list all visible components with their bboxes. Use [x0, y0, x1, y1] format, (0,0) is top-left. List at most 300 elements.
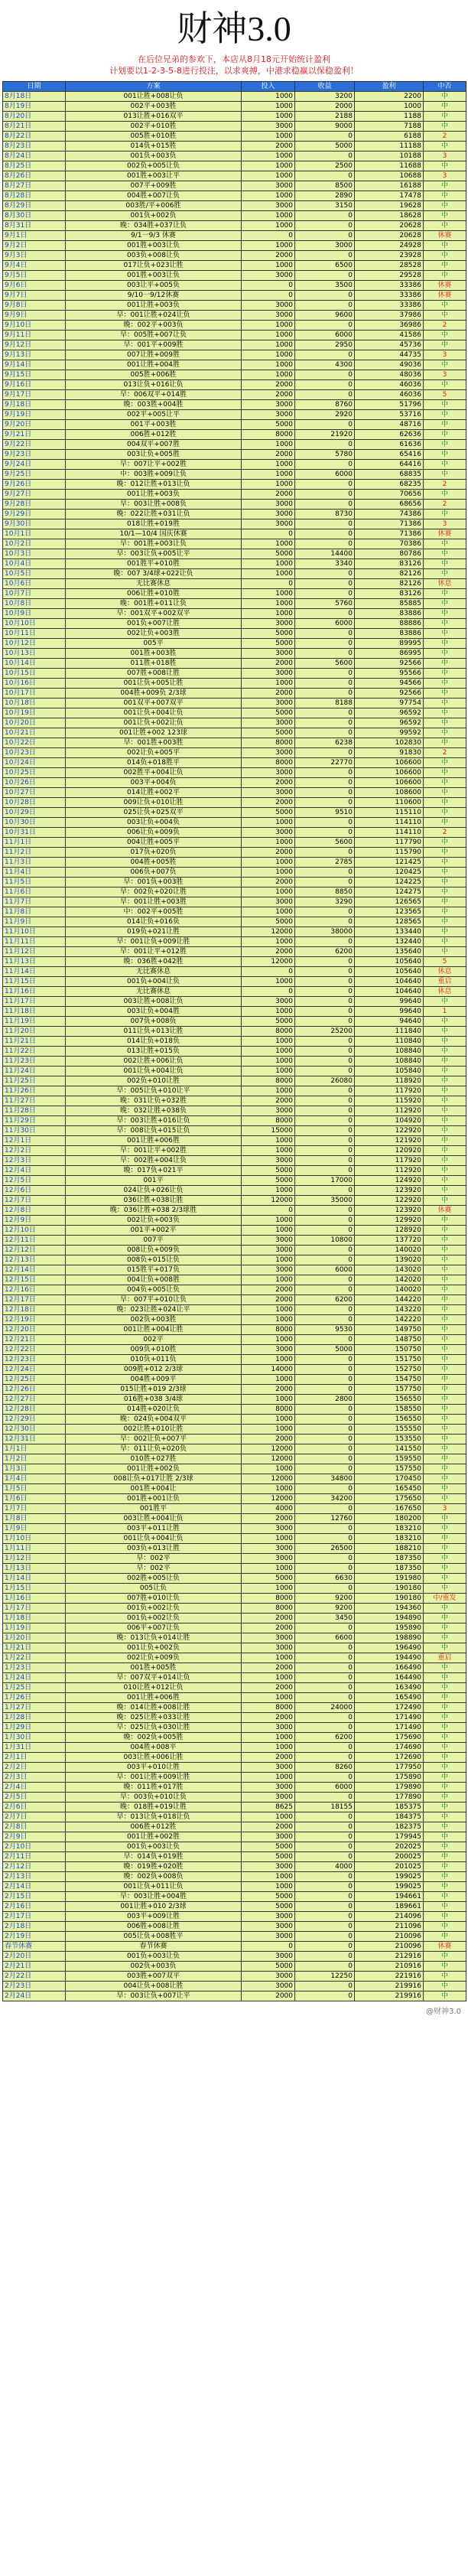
return-cell: 0	[295, 480, 355, 490]
table-row	[3, 589, 466, 599]
result-cell: 中	[424, 1763, 466, 1773]
result-cell: 休息	[424, 579, 466, 589]
result-cell: 中	[424, 1017, 466, 1027]
stake-cell: 1000	[242, 1882, 295, 1892]
plan-cell: 017让负+023让胜	[66, 261, 242, 271]
plan-cell: 001让胜+004胜	[66, 360, 242, 370]
return-cell: 6600	[295, 1633, 355, 1643]
result-cell: 中	[424, 858, 466, 868]
plan-cell: 早：003让胜+016让负	[66, 1116, 242, 1126]
table-row	[3, 1594, 466, 1604]
profit-cell: 71386	[355, 529, 424, 539]
result-cell: 中	[424, 718, 466, 728]
result-cell: 中	[424, 1186, 466, 1196]
date-cell: 2月14日	[3, 1882, 66, 1892]
return-cell: 0	[295, 997, 355, 1007]
plan-cell: 002让负+005平	[66, 748, 242, 758]
stake-cell: 0	[242, 1942, 295, 1952]
profit-cell: 194890	[355, 1614, 424, 1623]
stake-cell: 2000	[242, 251, 295, 261]
date-cell: 11月30日	[3, 1126, 66, 1136]
stake-cell: 2000	[242, 798, 295, 808]
plan-cell: 002让胜+010让胜	[66, 1425, 242, 1435]
plan-cell: 006胜+012胜	[66, 430, 242, 440]
stake-cell: 8000	[242, 1027, 295, 1037]
plan-cell: 早：003让胜+008负	[66, 500, 242, 510]
stake-cell: 3000	[242, 271, 295, 281]
profit-cell: 143220	[355, 1305, 424, 1315]
table-row	[3, 758, 466, 768]
plan-cell: 早：003让负+007让平	[66, 1991, 242, 2001]
table-row	[3, 1972, 466, 1982]
date-cell: 1月7日	[3, 1504, 66, 1514]
stake-cell: 1000	[242, 161, 295, 171]
date-cell: 1月24日	[3, 1673, 66, 1683]
stake-cell: 2000	[242, 1683, 295, 1693]
stake-cell: 3000	[242, 1952, 295, 1962]
plan-cell: 中：003胜+009让负	[66, 470, 242, 480]
plan-cell: 早：003让胜+004胜	[66, 1892, 242, 1902]
plan-cell: 001负+004让负	[66, 977, 242, 987]
profit-cell: 111840	[355, 1027, 424, 1037]
result-cell: 中	[424, 261, 466, 271]
spreadsheet	[2, 0, 466, 2019]
result-cell: 中	[424, 211, 466, 221]
return-cell: 0	[295, 529, 355, 539]
profit-cell: 171490	[355, 1713, 424, 1723]
profit-cell: 117790	[355, 838, 424, 848]
return-cell: 6200	[295, 1295, 355, 1305]
table-row	[3, 569, 466, 579]
stake-cell: 2000	[242, 1753, 295, 1763]
profit-cell: 191980	[355, 1574, 424, 1584]
stake-cell: 3000	[242, 1793, 295, 1803]
table-row	[3, 1037, 466, 1047]
table-row	[3, 1892, 466, 1902]
return-cell: 0	[295, 1743, 355, 1753]
profit-cell: 199025	[355, 1882, 424, 1892]
plan-cell: 早：025让负+030让胜	[66, 1723, 242, 1733]
stake-cell: 1000	[242, 112, 295, 122]
table-row	[3, 1494, 466, 1504]
profit-cell: 177890	[355, 1793, 424, 1803]
result-cell: 中	[424, 848, 466, 858]
profit-cell: 144220	[355, 1295, 424, 1305]
return-cell: 0	[295, 579, 355, 589]
result-cell: 重启	[424, 1653, 466, 1663]
date-cell: 12月21日	[3, 1335, 66, 1345]
result-cell: 中	[424, 629, 466, 639]
table-row	[3, 1673, 466, 1683]
date-cell: 9月6日	[3, 281, 66, 291]
table-row	[3, 669, 466, 679]
table-row	[3, 977, 466, 987]
profit-cell: 110840	[355, 1037, 424, 1047]
stake-cell: 1000	[242, 261, 295, 271]
stake-cell: 3000	[242, 1265, 295, 1275]
date-cell: 2月15日	[3, 1892, 66, 1902]
result-cell: 中	[424, 1385, 466, 1395]
table-body	[3, 92, 466, 2001]
profit-cell: 2200	[355, 92, 424, 102]
result-cell: 中	[424, 1116, 466, 1126]
profit-cell: 123565	[355, 907, 424, 917]
date-cell: 12月11日	[3, 1236, 66, 1246]
plan-cell: 001让负+002让负	[66, 718, 242, 728]
date-cell: 2月16日	[3, 1902, 66, 1912]
table-row	[3, 1703, 466, 1713]
result-cell: 中	[424, 788, 466, 798]
date-cell: 10月11日	[3, 629, 66, 639]
stake-cell: 1000	[242, 858, 295, 868]
date-cell: 12月8日	[3, 1206, 66, 1216]
result-cell: 休赛	[424, 1206, 466, 1216]
stake-cell: 8000	[242, 1703, 295, 1713]
profit-cell: 159550	[355, 1454, 424, 1464]
result-cell: 中	[424, 1514, 466, 1524]
stake-cell: 1000	[242, 1355, 295, 1365]
result-cell: 中	[424, 1325, 466, 1335]
profit-cell: 82126	[355, 579, 424, 589]
result-cell: 2	[424, 828, 466, 838]
table-row	[3, 659, 466, 669]
table-row	[3, 1196, 466, 1206]
profit-cell: 199025	[355, 1872, 424, 1882]
table-row	[3, 529, 466, 539]
table-row	[3, 718, 466, 728]
stake-cell: 0	[242, 291, 295, 301]
return-cell: 0	[295, 1355, 355, 1365]
result-cell: 中	[424, 1554, 466, 1564]
profit-cell: 106600	[355, 768, 424, 778]
stake-cell: 1000	[242, 102, 295, 112]
table-row	[3, 738, 466, 748]
stake-cell: 2000	[242, 1285, 295, 1295]
plan-cell: 早：001让平+002胜	[66, 1146, 242, 1156]
result-cell: 中	[424, 1355, 466, 1365]
date-cell: 10月14日	[3, 659, 66, 669]
stake-cell: 3000	[242, 1922, 295, 1932]
plan-cell: 001让负+004让负	[66, 1067, 242, 1076]
return-cell: 0	[295, 1126, 355, 1136]
table-row	[3, 887, 466, 897]
table-row	[3, 1047, 466, 1057]
profit-cell: 99640	[355, 1007, 424, 1017]
profit-cell: 184375	[355, 1812, 424, 1822]
table-row	[3, 231, 466, 241]
profit-cell: 114110	[355, 828, 424, 838]
return-cell: 3000	[295, 241, 355, 251]
stake-cell: 2000	[242, 1713, 295, 1723]
profit-cell: 17478	[355, 191, 424, 201]
plan-cell: 早：007平+010让负	[66, 1295, 242, 1305]
plan-cell: 早：013让负+018让负	[66, 1812, 242, 1822]
profit-cell: 156550	[355, 1415, 424, 1425]
date-cell: 12月18日	[3, 1305, 66, 1315]
result-cell: 中	[424, 1255, 466, 1265]
return-cell: 0	[295, 937, 355, 947]
date-cell: 2月4日	[3, 1783, 66, 1793]
stake-cell: 12000	[242, 1454, 295, 1464]
result-cell: 中	[424, 639, 466, 649]
profit-cell: 92566	[355, 659, 424, 669]
return-cell: 0	[295, 1753, 355, 1763]
profit-cell: 33386	[355, 301, 424, 311]
stake-cell: 2000	[242, 1623, 295, 1633]
date-cell: 11月18日	[3, 1007, 66, 1017]
stake-cell: 1000	[242, 171, 295, 181]
return-cell: 5760	[295, 599, 355, 609]
profit-cell: 174690	[355, 1743, 424, 1753]
return-cell: 0	[295, 1365, 355, 1375]
date-cell: 9月17日	[3, 390, 66, 400]
plan-cell: 早：007双平+014让负	[66, 1673, 242, 1683]
profit-cell: 46036	[355, 390, 424, 400]
date-cell: 10月30日	[3, 818, 66, 828]
return-cell: 0	[295, 848, 355, 858]
table-row	[3, 490, 466, 500]
profit-cell: 167650	[355, 1504, 424, 1514]
profit-cell: 83126	[355, 589, 424, 599]
return-cell: 0	[295, 370, 355, 380]
stake-cell: 2000	[242, 450, 295, 460]
table-row	[3, 987, 466, 997]
profit-cell: 175890	[355, 1773, 424, 1783]
plan-cell: 晚：002平+003负	[66, 321, 242, 331]
stake-cell: 0	[242, 281, 295, 291]
table-row	[3, 1942, 466, 1952]
stake-cell: 3000	[242, 181, 295, 191]
stake-cell: 8625	[242, 1803, 295, 1812]
return-cell: 0	[295, 828, 355, 838]
date-cell: 12月4日	[3, 1166, 66, 1176]
result-cell: 中	[424, 1633, 466, 1643]
return-cell: 6000	[295, 1783, 355, 1793]
table-row	[3, 519, 466, 529]
plan-cell: 早：007让平+002胜	[66, 460, 242, 470]
plan-cell: 004双平+007胜	[66, 440, 242, 450]
return-cell: 22770	[295, 758, 355, 768]
stake-cell: 1000	[242, 887, 295, 897]
stake-cell: 1000	[242, 1534, 295, 1544]
plan-cell: 早：005让负+010让平	[66, 1086, 242, 1096]
result-cell: 中	[424, 1564, 466, 1574]
return-cell: 0	[295, 1534, 355, 1544]
result-cell: 中	[424, 738, 466, 748]
date-cell: 11月23日	[3, 1057, 66, 1067]
profit-cell: 37986	[355, 311, 424, 321]
table-row	[3, 151, 466, 161]
date-cell: 12月22日	[3, 1345, 66, 1355]
table-row	[3, 818, 466, 828]
profit-cell: 117920	[355, 1156, 424, 1166]
return-cell: 2000	[295, 102, 355, 112]
table-row	[3, 321, 466, 331]
date-cell: 1月21日	[3, 1643, 66, 1653]
plan-cell: 004胜+008平	[66, 1743, 242, 1753]
stake-cell: 1000	[242, 1733, 295, 1743]
stake-cell: 8000	[242, 1604, 295, 1614]
stake-cell: 3000	[242, 768, 295, 778]
result-cell: 2	[424, 321, 466, 331]
result-cell: 中	[424, 1106, 466, 1116]
table-row	[3, 291, 466, 301]
profit-cell: 120425	[355, 868, 424, 878]
stake-cell: 1000	[242, 1216, 295, 1226]
plan-cell: 014负+015胜	[66, 142, 242, 151]
date-cell: 12月23日	[3, 1355, 66, 1365]
result-cell: 中	[424, 1126, 466, 1136]
profit-cell: 122920	[355, 1126, 424, 1136]
result-cell: 中	[424, 251, 466, 261]
table-row	[3, 161, 466, 171]
plan-cell: 晚：022让胜+031让负	[66, 510, 242, 519]
plan-cell: 早：014负+019胜	[66, 1852, 242, 1862]
plan-cell: 晚：024负+004双平	[66, 1415, 242, 1425]
date-cell: 8月31日	[3, 221, 66, 231]
table-row	[3, 1086, 466, 1096]
return-cell: 0	[295, 1385, 355, 1395]
profit-cell: 104920	[355, 1116, 424, 1126]
table-row	[3, 768, 466, 778]
plan-cell: 014负+018胜平	[66, 758, 242, 768]
plan-cell: 晚：001胜+011让负	[66, 599, 242, 609]
return-cell: 0	[295, 1713, 355, 1723]
profit-cell: 48716	[355, 420, 424, 430]
table-row	[3, 1783, 466, 1793]
profit-cell: 20628	[355, 231, 424, 241]
return-cell: 0	[295, 1952, 355, 1962]
plan-cell: 早：001胜+003胜	[66, 738, 242, 748]
stake-cell: 3000	[242, 1783, 295, 1793]
profit-cell: 142220	[355, 1315, 424, 1325]
return-cell: 18155	[295, 1803, 355, 1812]
plan-cell: 早：002平	[66, 1554, 242, 1564]
profit-cell: 187350	[355, 1554, 424, 1564]
stake-cell: 2000	[242, 490, 295, 500]
date-cell: 1月11日	[3, 1544, 66, 1554]
profit-cell: 187350	[355, 1564, 424, 1574]
plan-cell: 019负+021让胜	[66, 927, 242, 937]
column-header-result: 中否	[424, 82, 466, 92]
return-cell: 8760	[295, 400, 355, 410]
return-cell: 2785	[295, 858, 355, 868]
plan-cell: 早：001让胜+009让胜	[66, 1773, 242, 1783]
table-row	[3, 470, 466, 480]
stake-cell: 1000	[242, 221, 295, 231]
date-cell: 2月1日	[3, 1753, 66, 1763]
profit-cell: 68235	[355, 480, 424, 490]
plan-cell: 早：002胜+004让负	[66, 1156, 242, 1166]
return-cell: 8850	[295, 887, 355, 897]
return-cell: 0	[295, 1902, 355, 1912]
profit-cell: 48036	[355, 370, 424, 380]
profit-cell: 124275	[355, 887, 424, 897]
plan-cell: 003胜/平+006胜	[66, 201, 242, 211]
result-cell: 中	[424, 947, 466, 957]
profit-cell: 122920	[355, 1196, 424, 1206]
stake-cell: 3000	[242, 1982, 295, 1991]
date-cell: 1月13日	[3, 1564, 66, 1574]
profit-cell: 6188	[355, 132, 424, 142]
table-row	[3, 599, 466, 609]
stake-cell: 1000	[242, 569, 295, 579]
result-cell: 中	[424, 1425, 466, 1435]
plan-cell: 晚：017负+021平	[66, 1166, 242, 1176]
result-cell: 中	[424, 1236, 466, 1246]
date-cell: 11月7日	[3, 897, 66, 907]
stake-cell: 8000	[242, 1594, 295, 1604]
date-cell: 10月28日	[3, 798, 66, 808]
return-cell: 0	[295, 629, 355, 639]
result-cell: 中	[424, 549, 466, 559]
result-cell: 中	[424, 997, 466, 1007]
date-cell: 12月25日	[3, 1375, 66, 1385]
return-cell: 0	[295, 1623, 355, 1633]
profit-cell: 71386	[355, 519, 424, 529]
profit-cell: 74386	[355, 510, 424, 519]
table-row	[3, 1126, 466, 1136]
stake-cell: 1000	[242, 1047, 295, 1057]
stake-cell: 1000	[242, 539, 295, 549]
profit-cell: 132440	[355, 937, 424, 947]
profit-cell: 105640	[355, 957, 424, 967]
plan-cell: 007胜+010让负	[66, 1594, 242, 1604]
profit-cell: 183210	[355, 1534, 424, 1544]
profit-cell: 97754	[355, 699, 424, 708]
stake-cell: 1000	[242, 1395, 295, 1405]
table-row	[3, 1912, 466, 1922]
plan-cell: 004让胜+005平	[66, 838, 242, 848]
date-cell: 9月9日	[3, 311, 66, 321]
profit-cell: 172690	[355, 1753, 424, 1763]
date-cell: 2月13日	[3, 1872, 66, 1882]
profit-cell: 210916	[355, 1962, 424, 1972]
date-cell: 8月27日	[3, 181, 66, 191]
result-cell: 中	[424, 887, 466, 897]
stake-cell: 2000	[242, 689, 295, 699]
result-cell: 中	[424, 241, 466, 251]
table-row	[3, 1255, 466, 1265]
stake-cell: 3000	[242, 510, 295, 519]
result-cell: 2	[424, 132, 466, 142]
table-row	[3, 370, 466, 380]
date-cell: 8月19日	[3, 102, 66, 112]
plan-cell: 003让负+004负	[66, 818, 242, 828]
date-cell: 8月25日	[3, 161, 66, 171]
table-row	[3, 1633, 466, 1643]
result-cell: 中	[424, 201, 466, 211]
return-cell: 3450	[295, 1614, 355, 1623]
plan-cell: 001负+002让负	[66, 1604, 242, 1614]
date-cell: 2月19日	[3, 1932, 66, 1942]
result-cell: 2	[424, 748, 466, 758]
stake-cell: 0	[242, 579, 295, 589]
stake-cell: 3000	[242, 1156, 295, 1166]
result-cell: 中	[424, 1991, 466, 2001]
table-row	[3, 1405, 466, 1415]
date-cell: 9月14日	[3, 360, 66, 370]
plan-cell: 016胜+038 3/4球	[66, 1395, 242, 1405]
return-cell: 0	[295, 957, 355, 967]
date-cell: 1月1日	[3, 1444, 66, 1454]
result-cell: 中	[424, 1733, 466, 1743]
table-row	[3, 937, 466, 947]
result-cell: 3	[424, 1504, 466, 1514]
result-cell: 中	[424, 669, 466, 679]
stake-cell: 1000	[242, 1653, 295, 1663]
return-cell: 4300	[295, 360, 355, 370]
